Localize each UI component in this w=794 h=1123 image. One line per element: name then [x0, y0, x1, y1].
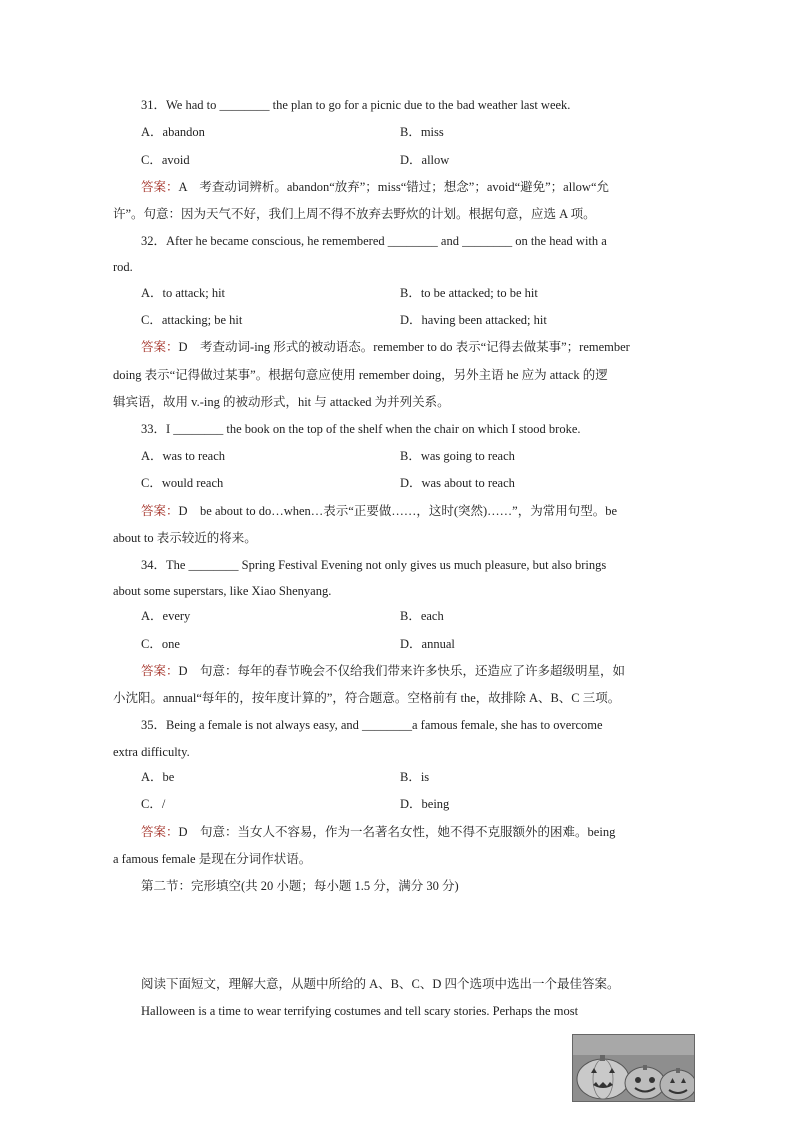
q34-option-a: A．every: [141, 609, 191, 623]
q32-answer-line-3: 辑宾语，故用 v.-ing 的被动形式，hit 与 attacked 为并列关系。: [113, 395, 450, 409]
q35-answer-line-2: a famous female 是现在分词作状语。: [113, 852, 312, 866]
q33-answer-line-2: about to 表示较近的将来。: [113, 531, 257, 545]
q34-option-b: B．each: [400, 609, 444, 623]
question-34-stem-line-2: about some superstars, like Xiao Shenyang.: [113, 584, 332, 598]
pumpkin-illustration: [573, 1035, 694, 1101]
question-35-stem-line-2: extra difficulty.: [113, 745, 190, 759]
q33-option-c: C．would reach: [141, 476, 224, 490]
q34-option-c: C．one: [141, 637, 180, 651]
answer-text: D be about to do…when…表示“正要做……，这时(突然)……”，为常用句型。be: [178, 504, 618, 518]
q32-option-d: D．having been attacked; hit: [400, 313, 547, 327]
q34-answer-line-1: [141, 663, 625, 679]
jack-o-lantern-photo: [572, 1034, 695, 1102]
answer-label: 答案：: [141, 825, 179, 839]
q31-option-d: D．allow: [400, 153, 450, 167]
question-35-stem-line-1: 35．Being a female is not always easy, and ________a famous female, she has to overcome: [141, 718, 603, 732]
answer-text: D 句意：当女人不容易，作为一名著名女性，她不得不克服额外的困难。being: [178, 825, 616, 839]
section-title: 第二节：完形填空(共 20 小题；每小题 1.5 分，满分 30 分): [141, 879, 459, 893]
question-32-stem-line-1: 32．After he became conscious, he remembered ________ and ________ on the head with a: [141, 234, 607, 248]
q35-answer-line-1: [141, 824, 615, 840]
question-34-stem-line-1: 34．The ________ Spring Festival Evening not only gives us much pleasure, but also brings: [141, 558, 607, 572]
q34-answer-line-2: 小沈阳。annual“每年的，按年度计算的”，符合题意。空格前有 the，故排除 A、B、C 三项。: [113, 691, 621, 705]
q32-answer-line-1: [141, 339, 630, 355]
q32-option-b: B．to be attacked; to be hit: [400, 286, 538, 300]
question-33-stem: 33．I ________ the book on the top of the shelf when the chair on which I stood broke.: [141, 422, 581, 436]
q35-option-a: A．be: [141, 770, 175, 784]
answer-label: 答案：: [141, 664, 179, 678]
q31-answer-line-2: 许”。句意：因为天气不好，我们上周不得不放弃去野炊的计划。根据句意，应选 A 项。: [113, 207, 596, 221]
answer-text: D 句意：每年的春节晚会不仅给我们带来许多快乐，还造应了许多超级明星，如: [178, 664, 626, 678]
q32-option-c: C．attacking; be hit: [141, 313, 243, 327]
q33-option-d: D．was about to reach: [400, 476, 515, 490]
answer-label: 答案：: [141, 340, 179, 354]
q33-option-b: B．was going to reach: [400, 449, 515, 463]
q35-option-b: B．is: [400, 770, 430, 784]
passage-first-line: Halloween is a time to wear terrifying costumes and tell scary stories. Perhaps the most: [141, 1004, 579, 1018]
answer-text: D 考查动词-ing 形式的被动语态。remember to do 表示“记得去做某事”；remember: [178, 340, 630, 354]
q33-option-a: A．was to reach: [141, 449, 225, 463]
q31-option-a: A．abandon: [141, 125, 205, 139]
q32-answer-line-2: doing 表示“记得做过某事”。根据句意应使用 remember doing，另外主语 he 应为 attack 的逻: [113, 368, 608, 382]
q35-option-d: D．being: [400, 797, 450, 811]
q31-option-b: B．miss: [400, 125, 444, 139]
answer-text: A 考查动词辨析。abandon“放弃”；miss“错过；想念”；avoid“避免”；allow“允: [178, 180, 610, 194]
q33-answer-line-1: [141, 503, 617, 519]
question-31-stem: 31．We had to ________ the plan to go for a picnic due to the bad weather last week.: [141, 98, 571, 112]
answer-label: 答案：: [141, 504, 179, 518]
cloze-instruction: 阅读下面短文，理解大意，从题中所给的 A、B、C、D 四个选项中选出一个最佳答案。: [141, 977, 620, 991]
q31-option-c: C．avoid: [141, 153, 190, 167]
answer-label: 答案：: [141, 180, 179, 194]
q34-option-d: D．annual: [400, 637, 455, 651]
question-32-stem-line-2: rod.: [113, 260, 133, 274]
q31-answer-line-1: [141, 179, 609, 195]
q32-option-a: A．to attack; hit: [141, 286, 226, 300]
q35-option-c: C．/: [141, 797, 166, 811]
